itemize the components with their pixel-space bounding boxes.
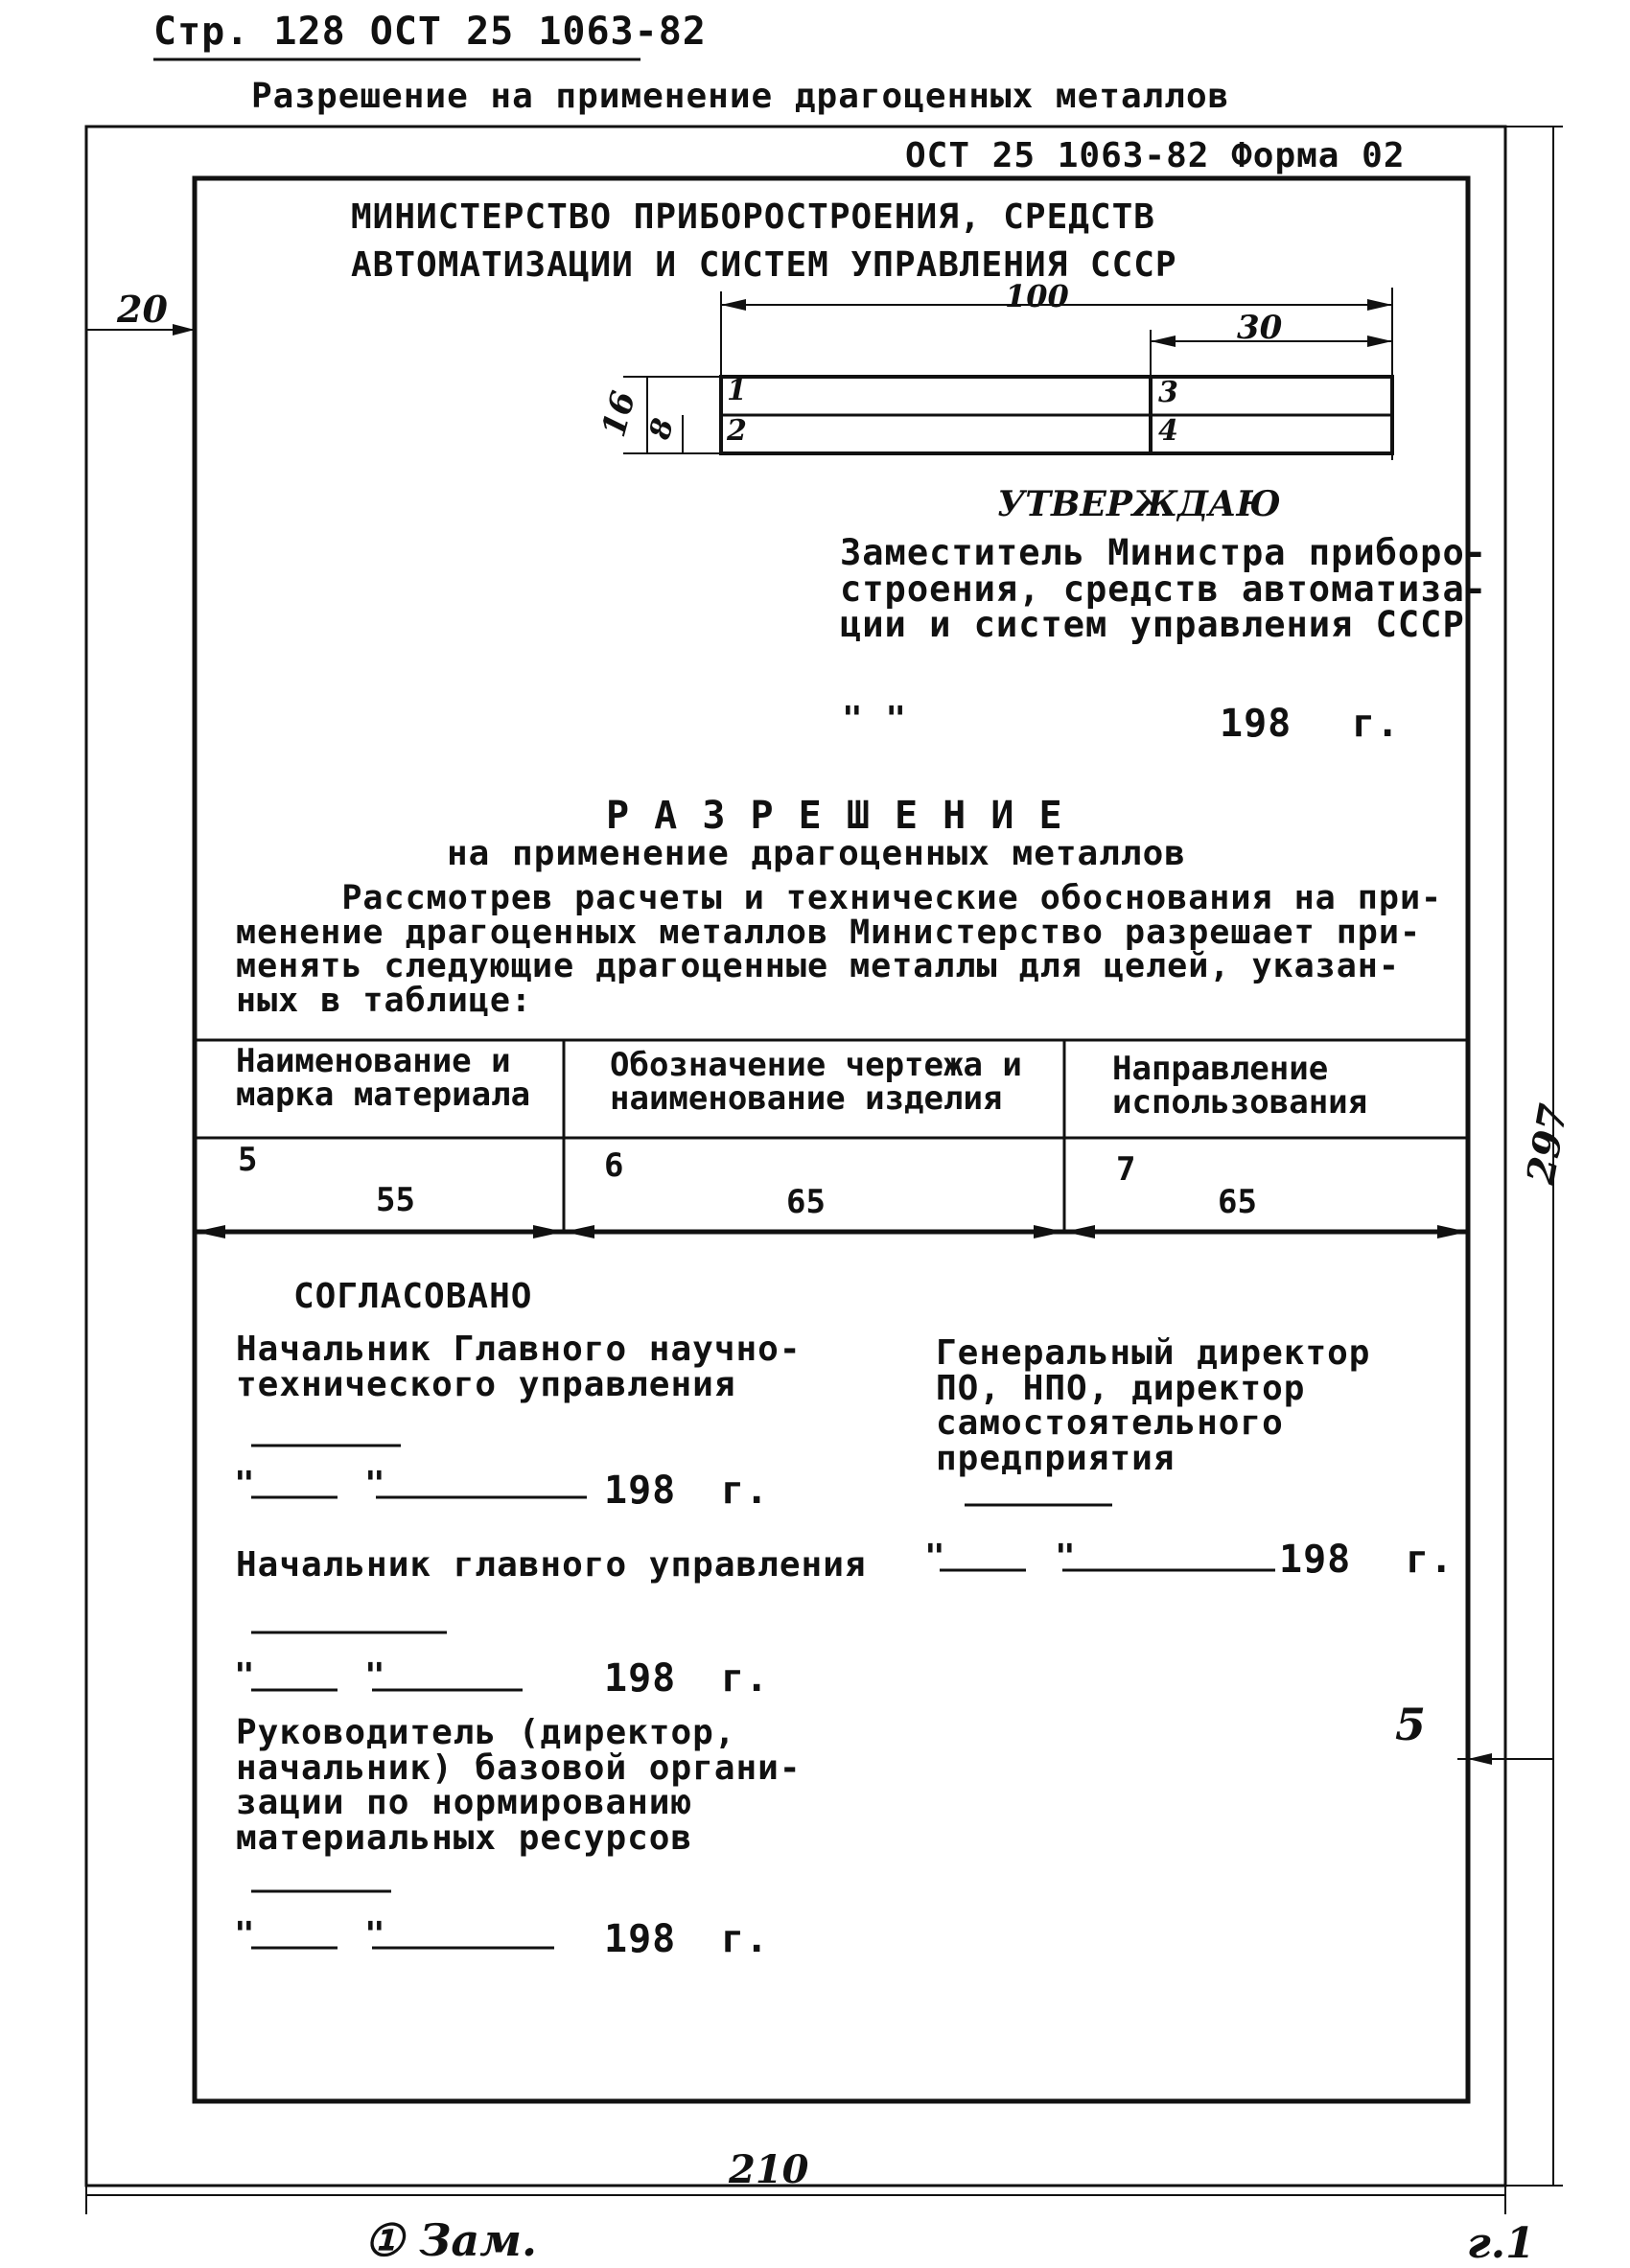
signatory-1-position: Начальник Главного научно- технического управления xyxy=(236,1330,802,1404)
form-label: ОСТ 25 1063-82 Форма 02 xyxy=(905,136,1406,175)
field-number-2: 2 xyxy=(727,414,747,448)
dim-label-page-width: 210 xyxy=(729,2147,809,2192)
date-quote-3: " " xyxy=(234,1915,386,1955)
dim-label-width-right: 30 xyxy=(1237,309,1283,347)
document-subtitle: на применение драгоценных металлов xyxy=(447,834,1186,873)
dim-label-height-outer: 16 xyxy=(594,386,644,442)
dim-label-width-total: 100 xyxy=(1005,278,1069,314)
table-header-usage: Направление использования xyxy=(1112,1050,1368,1122)
date-quote-2: " " xyxy=(234,1656,386,1696)
page-subtitle: Разрешение на применение драгоценных металлов xyxy=(251,77,1230,116)
approval-date-quotes: " " xyxy=(842,700,908,739)
table-col-width-65a: 65 xyxy=(786,1183,826,1221)
dim-label-right-margin: 5 xyxy=(1395,1699,1427,1750)
field-number-4: 4 xyxy=(1158,414,1178,448)
change-note: ① Зам. xyxy=(364,2214,537,2266)
page-header: Стр. 128 ОСТ 25 1063-82 xyxy=(153,10,707,54)
table-col-number-6: 6 xyxy=(604,1146,624,1185)
signatory-2-year: 198 xyxy=(604,1656,677,1701)
signatory-3-position: Руководитель (директор, начальник) базовой органи- зации по нормированию материальных ресурсов xyxy=(236,1713,802,1859)
signatory-4-position: Генеральный директор ПО, НПО, директор самостоятельного предприятия xyxy=(936,1333,1371,1479)
signatory-3-year: 198 xyxy=(604,1917,677,1961)
ministry-line-2: АВТОМАТИЗАЦИИ И СИСТЕМ УПРАВЛЕНИЯ СССР xyxy=(351,245,1177,285)
signatory-2-position: Начальник главного управления xyxy=(236,1545,867,1585)
table-header-material: Наименование и марка материала xyxy=(236,1042,531,1114)
dim-label-left-margin: 20 xyxy=(117,288,168,331)
document-title: Р А З Р Е Ш Е Н И Е xyxy=(606,794,1063,838)
table-col-width-65b: 65 xyxy=(1218,1183,1257,1221)
signatory-1-year: 198 xyxy=(604,1469,677,1513)
table-header-drawing: Обозначение чертежа и наименование изделия xyxy=(610,1046,1022,1118)
date-quote-4: " " xyxy=(924,1538,1077,1577)
signatory-4-g: г. xyxy=(1406,1538,1455,1582)
approval-position: Заместитель Министра приборо- строения, средств автоматиза- ции и систем управления СССР xyxy=(840,532,1488,646)
table-col-number-5: 5 xyxy=(238,1141,258,1179)
approval-g: г. xyxy=(1352,702,1401,746)
approval-year: 198 xyxy=(1220,702,1292,746)
outer-frame xyxy=(86,127,1505,2186)
table-col-number-7: 7 xyxy=(1116,1150,1136,1189)
table-col-width-55: 55 xyxy=(376,1181,415,1219)
dim-label-page-height: 297 xyxy=(1518,1100,1577,1188)
ministry-line-1: МИНИСТЕРСТВО ПРИБОРОСТРОЕНИЯ, СРЕДСТВ xyxy=(351,197,1155,237)
body-text: Рассмотрев расчеты и технические обоснования на при- менение драгоценных металлов Министерство разрешает при- менять следующие драгоценные металлы для целей, указан- ных в таблице: xyxy=(236,879,1443,1021)
signatory-2-g: г. xyxy=(721,1656,770,1701)
field-number-3: 3 xyxy=(1158,376,1178,409)
agreed-title: СОГЛАСОВАНО xyxy=(293,1277,533,1316)
signatory-4-year: 198 xyxy=(1279,1538,1352,1582)
signatory-1-g: г. xyxy=(721,1469,770,1513)
approval-title: УТВЕРЖДАЮ xyxy=(997,484,1281,524)
signatory-3-g: г. xyxy=(721,1917,770,1961)
field-number-1: 1 xyxy=(727,374,747,407)
sheet-number: г.1 xyxy=(1467,2219,1535,2268)
date-quote-1: " " xyxy=(234,1465,386,1504)
dim-label-height-inner: 8 xyxy=(642,414,682,444)
